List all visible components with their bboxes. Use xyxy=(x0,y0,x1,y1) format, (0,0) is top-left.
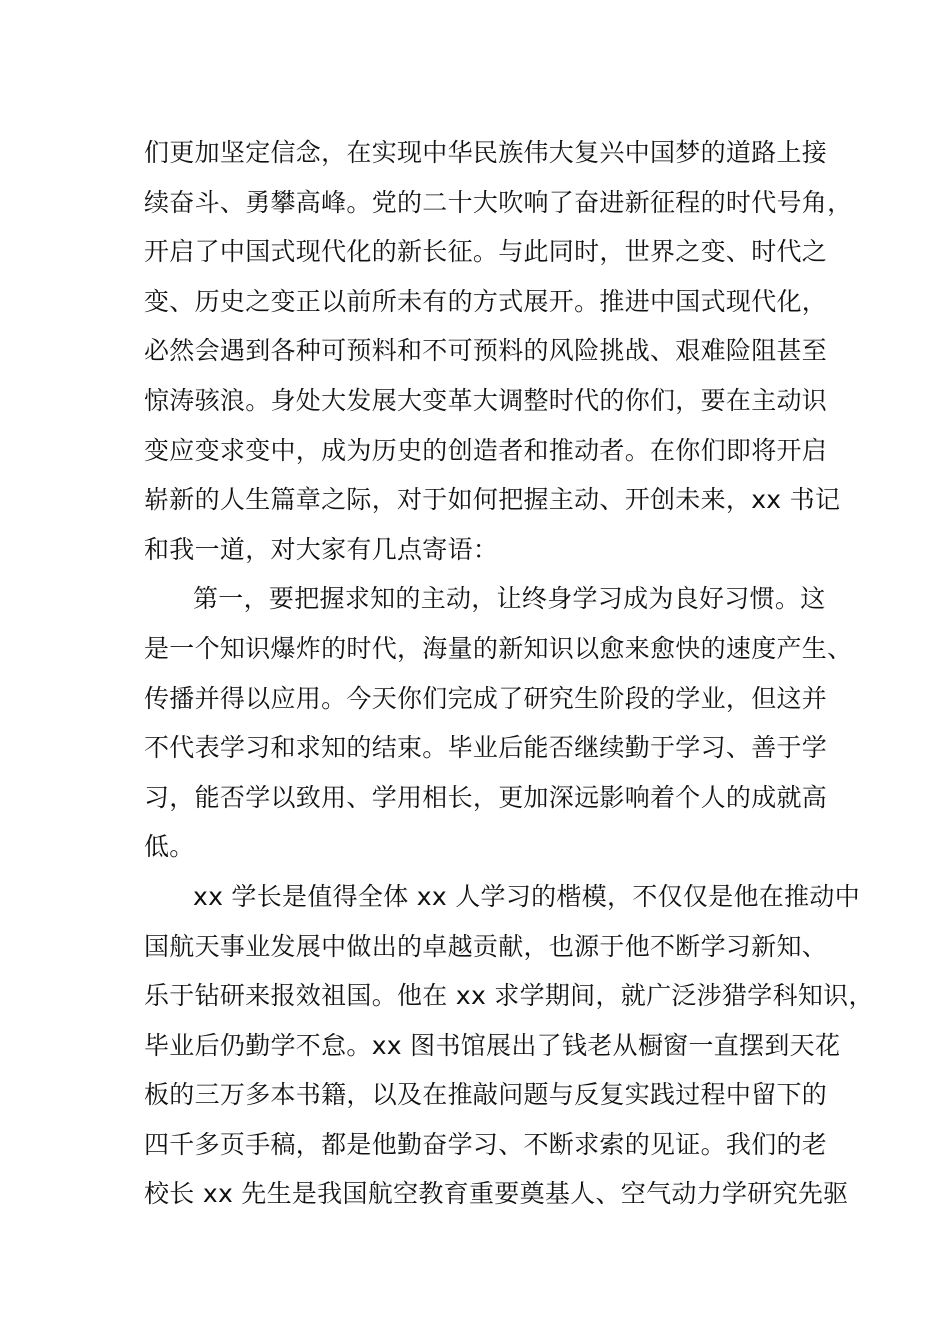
text-line: 和我一道，对大家有几点寄语： xyxy=(144,534,499,564)
text-line: 低。 xyxy=(144,832,195,862)
text-line: 习，能否学以致用、学用相长，更加深远影响着个人的成就高 xyxy=(144,782,828,812)
text-line: 乐于钻研来报效祖国。他在 xx 求学期间，就广泛涉猎学科知识， xyxy=(144,981,874,1011)
text-line: 板的三万多本书籍，以及在推敲问题与反复实践过程中留下的 xyxy=(144,1080,828,1110)
paragraph-start-line: xx 学长是值得全体 xx 人学习的楷模，不仅仅是他在推动中 xyxy=(193,881,861,911)
text-line: 必然会遇到各种可预料和不可预料的风险挑战、艰难险阻甚至 xyxy=(144,336,828,366)
text-line: 四千多页手稿，都是他勤奋学习、不断求索的见证。我们的老 xyxy=(144,1129,828,1159)
document-body xyxy=(144,128,874,1219)
text-line: 国航天事业发展中做出的卓越贡献，也源于他不断学习新知、 xyxy=(144,931,828,961)
text-line: 变应变求变中，成为历史的创造者和推动者。在你们即将开启 xyxy=(144,435,828,465)
text-line: 续奋斗、勇攀高峰。党的二十大吹响了奋进新征程的时代号角， xyxy=(144,187,853,217)
text-line: 传播并得以应用。今天你们完成了研究生阶段的学业，但这并 xyxy=(144,683,828,713)
text-line: 是一个知识爆炸的时代，海量的新知识以愈来愈快的速度产生、 xyxy=(144,633,853,663)
text-line: 毕业后仍勤学不怠。xx 图书馆展出了钱老从橱窗一直摆到天花 xyxy=(144,1030,841,1060)
text-line: 校长 xx 先生是我国航空教育重要奠基人、空气动力学研究先驱 xyxy=(144,1179,849,1209)
text-line: 们更加坚定信念，在实现中华民族伟大复兴中国梦的道路上接 xyxy=(144,138,828,167)
text-line: 崭新的人生篇章之际，对于如何把握主动、开创未来，xx 书记 xyxy=(144,485,841,515)
text-line: 开启了中国式现代化的新长征。与此同时，世界之变、时代之 xyxy=(144,237,828,267)
text-line: 变、历史之变正以前所未有的方式展开。推进中国式现代化， xyxy=(144,286,828,316)
text-line: 不代表学习和求知的结束。毕业后能否继续勤于学习、善于学 xyxy=(144,733,828,763)
paragraph-start-line: 第一，要把握求知的主动，让终身学习成为良好习惯。这 xyxy=(193,584,826,614)
text-line: 惊涛骇浪。身处大发展大变革大调整时代的你们，要在主动识 xyxy=(144,385,828,415)
